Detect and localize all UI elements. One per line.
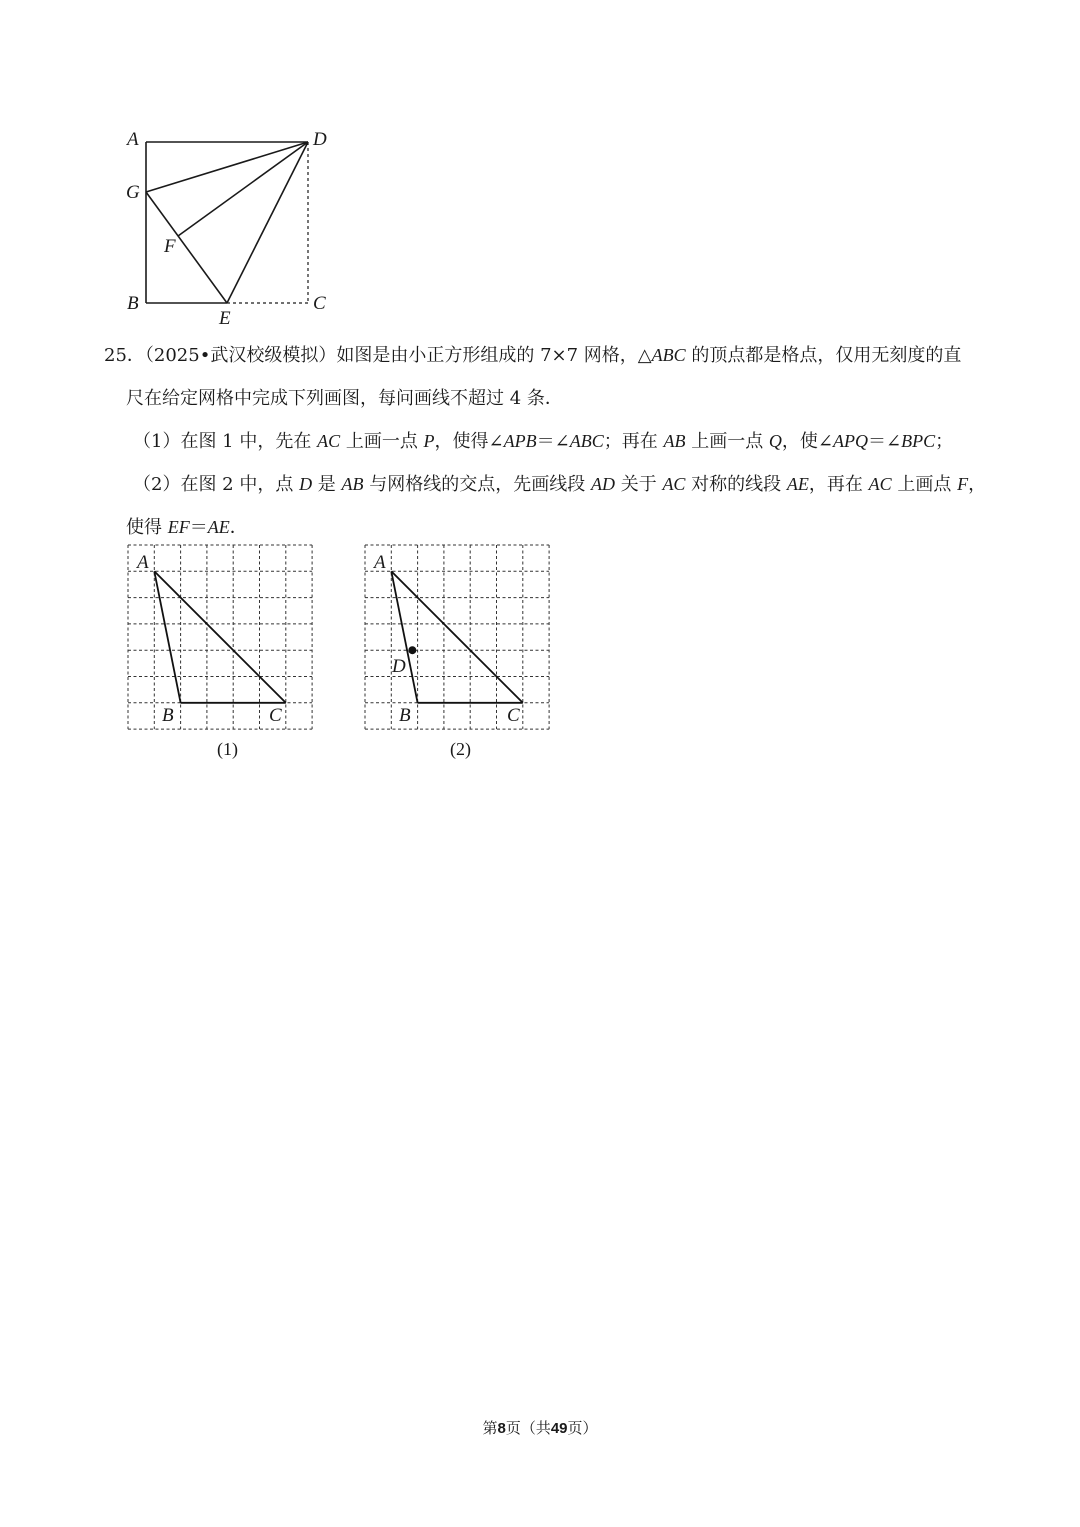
math: ABC [569, 431, 604, 451]
grid1-label-b: B [162, 705, 174, 726]
grid1-caption: (1) [217, 739, 238, 759]
text-run: 尺在给定网格中完成下列画图，每问画线不超过 4 条． [126, 388, 563, 409]
point-d [408, 646, 416, 654]
text-run: 与网格线的交点，先画线段 [363, 474, 591, 495]
math-abc: ABC [651, 345, 686, 365]
grid2-label-c: C [507, 705, 520, 726]
grid2-caption: (2) [450, 739, 471, 759]
math: AC [662, 474, 686, 494]
text-run: ； [935, 431, 954, 452]
problem-source: （2025•武汉校级模拟） [144, 345, 337, 366]
grid1-label-a: A [137, 552, 149, 573]
label-b: B [127, 293, 139, 314]
text-run: ＝ [189, 517, 208, 538]
segment-ab [391, 571, 417, 703]
text-run: ＝∠ [536, 431, 570, 452]
math: AE [207, 517, 230, 537]
text-run: ，再在 [808, 474, 869, 495]
grid2-label-b: B [399, 705, 411, 726]
math: AC [317, 431, 341, 451]
math: AD [590, 474, 615, 494]
problem-number: 25． [104, 345, 145, 366]
label-e: E [219, 308, 231, 329]
math: AE [786, 474, 809, 494]
text-run: ． [229, 517, 248, 538]
segment-ab [154, 571, 180, 703]
text-run: 上画一点 [685, 431, 769, 452]
text-run: 对称的线段 [685, 474, 787, 495]
math: D [299, 474, 313, 494]
footer-suffix: 页） [567, 1419, 598, 1437]
text-run: （2）在图 2 中，点 [133, 474, 300, 495]
text-run: （1）在图 1 中，先在 [133, 431, 318, 452]
segment-gd [146, 142, 308, 192]
footer-mid: 页（共 [505, 1419, 551, 1437]
grid2-label-a: A [374, 552, 386, 573]
text-run: ；再在 [603, 431, 664, 452]
segment-fd [178, 142, 308, 236]
math: F [957, 474, 969, 494]
math: EF [167, 517, 190, 537]
triangle-symbol: △ [637, 345, 652, 366]
label-d: D [313, 129, 327, 150]
problem-line-2 [104, 377, 1004, 420]
problem-25 [104, 334, 1004, 549]
segment-ac [154, 571, 285, 703]
math: BPC [901, 431, 936, 451]
math: P [423, 431, 435, 451]
text-run: 上画点 [891, 474, 958, 495]
text-run: ，使∠ [781, 431, 834, 452]
math: AB [341, 474, 364, 494]
math: AB [663, 431, 686, 451]
grid2-label-d: D [392, 656, 406, 677]
label-c: C [313, 293, 326, 314]
text-run: 关于 [614, 474, 663, 495]
label-a: A [127, 129, 139, 150]
text-run: ，使得∠ [434, 431, 504, 452]
label-f: F [164, 236, 176, 257]
grid1-label-c: C [269, 705, 282, 726]
segment-ac [391, 571, 523, 703]
question-2 [104, 463, 1004, 506]
text-run: 如图是由小正方形组成的 7×7 网格， [336, 345, 638, 366]
text-run: ， [968, 474, 987, 495]
footer-page-number: 8 [497, 1420, 506, 1437]
segment-de [227, 142, 308, 303]
label-g: G [126, 182, 140, 203]
figure-square-svg [0, 0, 1080, 340]
text-run: 使得 [126, 517, 168, 538]
text-run: ＝∠ [868, 431, 902, 452]
footer-prefix: 第 [482, 1419, 498, 1437]
footer-total-pages: 49 [550, 1420, 568, 1437]
math: APQ [833, 431, 869, 451]
text-run: 上画一点 [340, 431, 424, 452]
math: Q [768, 431, 782, 451]
text-run: 是 [312, 474, 342, 495]
problem-line-1 [104, 334, 1004, 377]
text-run: 的顶点都是格点，仅用无刻度的直 [685, 345, 962, 366]
math: APB [503, 431, 537, 451]
math: AC [868, 474, 892, 494]
page-footer [0, 1417, 1080, 1438]
question-1 [104, 420, 1004, 463]
